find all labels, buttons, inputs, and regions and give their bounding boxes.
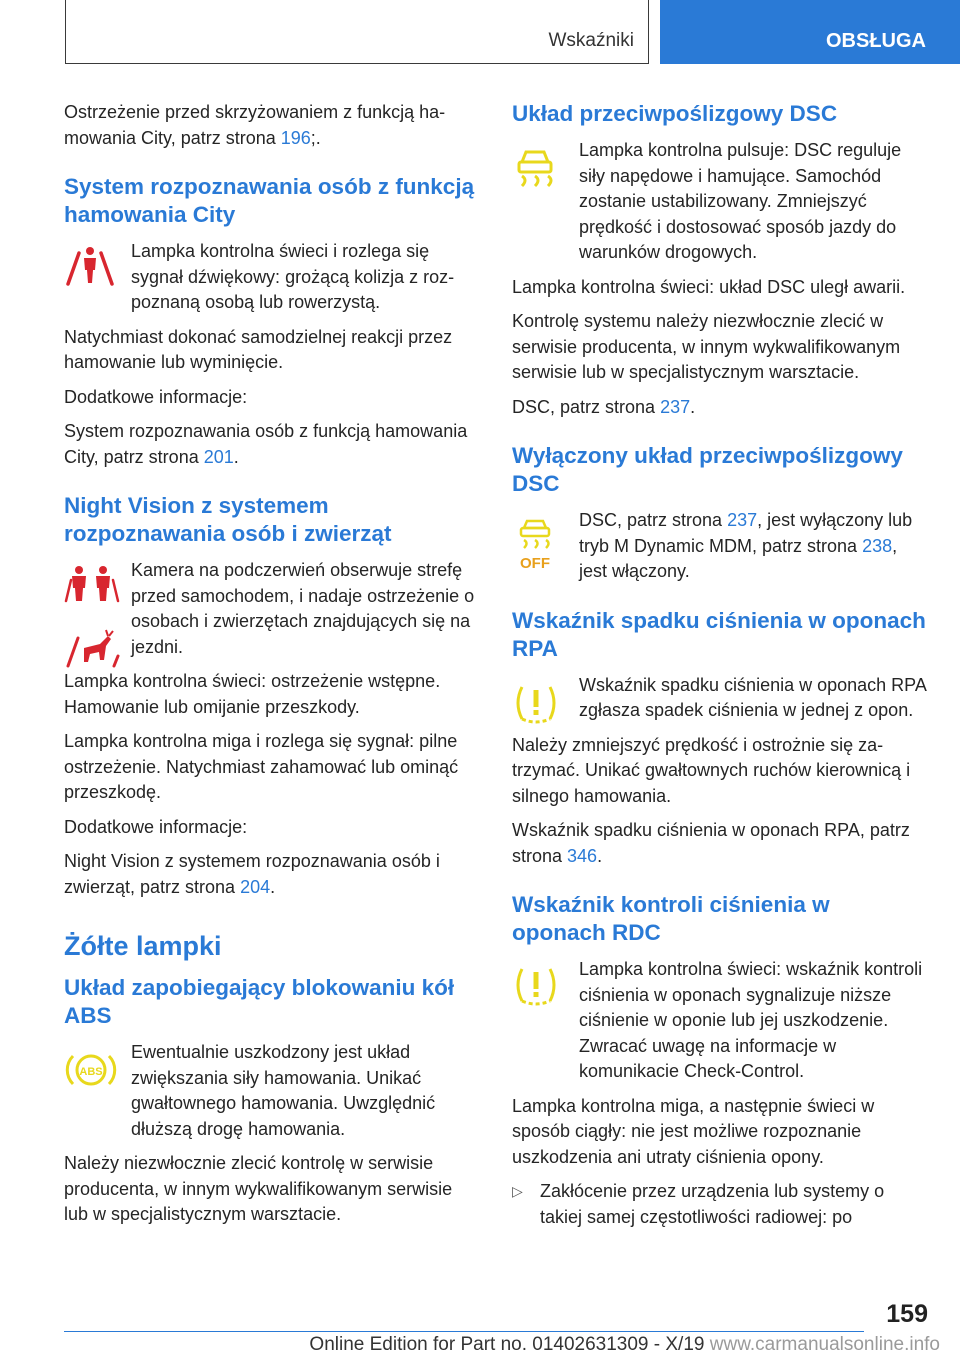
heading-abs: Układ zapobiegający blokowaniu kół ABS — [64, 975, 455, 1028]
page-link[interactable]: 238 — [862, 535, 893, 556]
intro-paragraph: Ostrzeżenie przed skrzyżowaniem z funkcją hamowania City, patrz strona 196;. — [64, 102, 446, 148]
additional-info-label: Dodatkowe informacje: — [64, 816, 248, 837]
footer-divider — [64, 1331, 864, 1332]
heading-night-vision: Night Vision z systemem rozpoznawania osób i zwierząt — [64, 493, 392, 546]
pedestrian-warning-icon — [64, 243, 116, 287]
footer — [0, 1334, 960, 1356]
night-vision-urgent: Lampka kontrolna miga i rozlega się sygnał: pilne ostrzeżenie. Natychmiast zahamować lub ominąć przeszkodę. — [64, 731, 459, 802]
additional-info-label: Dodatkowe informacje: — [64, 386, 248, 407]
abs-text: Ewentualnie uszkodzony jest układ zwiększania siły hamowania. Unikać gwałtownego hamowania. Uwzględnić dłuższą drogę hamowania. — [131, 1042, 436, 1139]
rpa-reference: Wskaźnik spadku ciśnienia w oponach RPA, patrz strona 346. — [512, 820, 910, 866]
abs-service-text: Należy niezwłocznie zlecić kontrolę w serwisie producenta, w innym wykwalifikowanym serwisie lub w specjalistycznym warsztacie. — [64, 1153, 453, 1224]
page-number: 159 — [886, 1300, 928, 1328]
rpa-action-text: Należy zmniejszyć prędkość i ostrożnie się zatrzymać. Unikać gwałtownych ruchów kierownicą i silnego hamowania. — [512, 734, 911, 806]
tyre-pressure-icon — [512, 681, 560, 725]
heading-rdc: Wskaźnik kontroli ciśnienia w oponach RDC — [512, 892, 830, 945]
rpa-text: Wskaźnik spadku ciśnienia w oponach RPA zgłasza spadek ciśnienia w jednej z opon. — [579, 674, 926, 720]
header-chapter-label: OBSŁUGA — [826, 30, 926, 52]
heading-dsc-off: Wyłączony układ przeciwpoślizgowy DSC — [512, 443, 903, 496]
dsc-off-text: DSC, patrz strona 237, jest wyłączony lub tryb M Dynamic MDM, patrz strona 238, jest włączony. — [579, 510, 913, 581]
page-link[interactable]: 204 — [240, 876, 271, 897]
page-link[interactable]: 201 — [203, 446, 234, 467]
night-vision-text: Kamera na podczerwień obserwuje strefę przed samochodem, i nadaje ostrzeżenie o osobach i zwierzętach znajdujących się na jezdni. — [131, 560, 475, 657]
page-link[interactable]: 196 — [280, 127, 311, 148]
heading-person-recognition: System rozpoznawania osób z funkcją hamowania City — [64, 174, 475, 227]
page-link[interactable]: 237 — [660, 396, 691, 417]
dsc-block — [512, 138, 928, 266]
footer-edition: Online Edition for Part no. 01402631309 - X/19 — [309, 1334, 705, 1355]
person-recognition-reference: System rozpoznawania osób z funkcją hamowania City, patrz strona 201. — [64, 421, 468, 467]
rpa-block — [512, 673, 928, 724]
person-recognition-text: Lampka kontrolna świeci i rozlega się sygnał dźwiękowy: grożącą kolizja z rozpoznaną osobą lub rowerzystą. — [131, 241, 455, 312]
person-recognition-action: Natychmiast dokonać samodzielnej reakcji przez hamowanie lub wyminięcie. — [64, 326, 453, 372]
pedestrian-group-icon — [64, 564, 120, 604]
pedestrian-animal-warning-icon — [64, 624, 120, 668]
bullet-item: ▷ Zakłócenie przez urządzenia lub systemy o takiej samej częstotliwości radiowej: po — [512, 1181, 885, 1227]
night-vision-block — [64, 558, 479, 720]
header-chapter-tab — [660, 0, 960, 64]
dsc-off-icon — [512, 516, 558, 572]
heading-rpa: Wskaźnik spadku ciśnienia w oponach RPA — [512, 607, 926, 661]
dsc-off-block — [512, 508, 928, 585]
rdc-block — [512, 957, 928, 1085]
page-link[interactable]: 237 — [727, 510, 758, 530]
person-recognition-block — [64, 239, 479, 316]
header-section-title: Wskaźniki — [548, 30, 634, 51]
page-link[interactable]: 346 — [567, 845, 598, 866]
heading-dsc: Układ przeciwpoślizgowy DSC — [512, 101, 838, 126]
dsc-reference: DSC, patrz strona 237. — [512, 396, 696, 417]
left-column — [64, 100, 479, 1237]
dsc-service-text: Kontrolę systemu należy niezwłocznie zlecić w serwisie producenta, w innym wykwalifikowanym serwisie lub w specjalistycznym warsztacie. — [512, 311, 901, 382]
dsc-off-icon-label: OFF — [520, 555, 550, 572]
dsc-failure-text: Lampka kontrolna świeci: układ DSC uległ awarii. — [512, 276, 906, 297]
night-vision-reference: Night Vision z systemem rozpoznawania osób i zwierząt, patrz strona 204. — [64, 851, 440, 897]
rdc-blink-text: Lampka kontrolna miga, a następnie świeci w sposób ciągły: nie jest możliwe rozpoznanie uszkodzenia ani utraty ciśnienia opony. — [512, 1095, 875, 1167]
watermark[interactable]: www.carmanualsonline.info — [709, 1334, 940, 1355]
svg-text:ABS: ABS — [79, 1066, 103, 1078]
dsc-icon — [512, 144, 558, 194]
right-column — [512, 100, 928, 1239]
abs-icon — [64, 1048, 118, 1092]
dsc-text: Lampka kontrolna pulsuje: DSC reguluje siły napędowe i hamujące. Samochód zostanie ustabilizowany. Zmniejszyć prędkość i dostosować sposób jazdy do warunków drogowych. — [579, 140, 902, 262]
heading-yellow-lamps: Żółte lampki — [64, 931, 222, 961]
abs-block — [64, 1040, 479, 1142]
night-vision-prewarning: Lampka kontrolna świeci: ostrzeżenie wstępne. Hamowanie lub omijanie przeszkody. — [64, 671, 441, 717]
rdc-text: Lampka kontrolna świeci: wskaźnik kontroli ciśnienia w oponach sygnalizuje niższe ciśnienie w oponie lub jej uszkodzenie. Zwracać uwagę na informacje w komunikacie Check-Control. — [579, 959, 923, 1081]
bullet-triangle-icon: ▷ — [512, 1183, 523, 1199]
tyre-pressure-icon — [512, 963, 560, 1007]
